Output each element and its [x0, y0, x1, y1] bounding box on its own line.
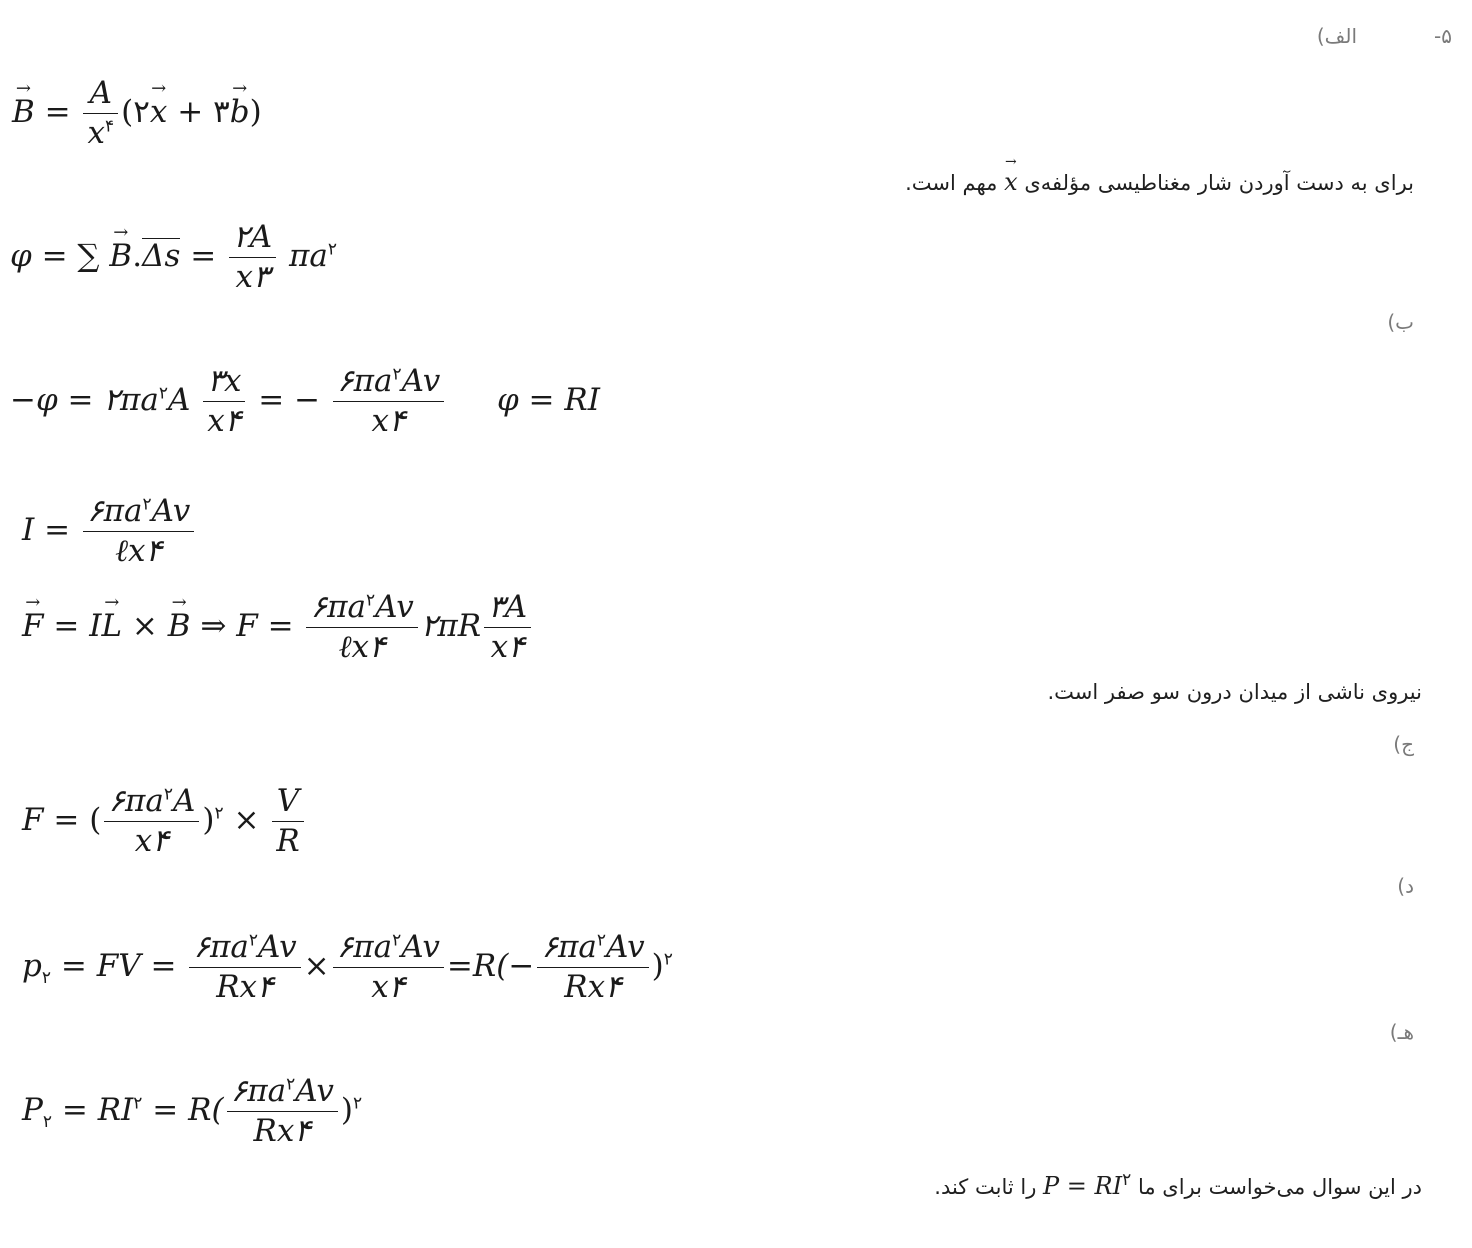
subscript: ۲ [42, 1111, 52, 1132]
current-symbol: I [22, 511, 35, 548]
equals-sign: = [44, 93, 71, 130]
numerator [537, 928, 648, 968]
exponent: ۲ [596, 930, 606, 951]
equation-current [22, 492, 197, 571]
fraction [484, 588, 531, 667]
numerator [227, 1072, 338, 1112]
denominator: Rx۴ [564, 968, 622, 1005]
equation-force [22, 588, 534, 667]
denominator: Rx۴ [253, 1112, 311, 1149]
power-symbol: P [22, 1091, 43, 1128]
equals-sign: = [41, 237, 68, 274]
b-vector: → B [12, 97, 35, 128]
conclusion-text [934, 1170, 1422, 1200]
power-symbol: p [22, 947, 42, 984]
numerator [333, 928, 444, 968]
term: ۲πa [103, 381, 159, 418]
flux-explanation [905, 168, 1414, 196]
exponent: ۲ [365, 590, 376, 611]
equation-emf [10, 362, 600, 441]
num-part: Av [401, 363, 441, 399]
numerator: A [83, 74, 118, 114]
exponent: ۲ [353, 1093, 363, 1114]
coefficient: ۲ [133, 93, 150, 130]
num-part: ۶πa [310, 589, 366, 625]
equation-power-electrical [22, 1072, 362, 1151]
fraction [229, 218, 276, 297]
num-part: Av [257, 929, 297, 965]
sum-symbol: ∑ [77, 237, 100, 274]
formula-text: P = RI [1043, 1172, 1123, 1200]
term: R(− [472, 947, 535, 984]
num-part: ۶πa [193, 929, 249, 965]
fraction [227, 1072, 338, 1151]
x-vector: → x [150, 97, 167, 128]
delta-s-vector: Δs [142, 237, 181, 274]
numerator [83, 492, 194, 532]
part-b-label: ب) [1387, 310, 1414, 334]
denominator: x۴ [371, 968, 406, 1005]
denominator: x۳ [235, 258, 270, 295]
equation-force-squared [22, 782, 307, 861]
num-part: Av [605, 929, 645, 965]
denominator: R [276, 822, 300, 859]
num-part: Av [401, 929, 440, 965]
equation-power-mechanical [22, 928, 673, 1007]
equals-sign: = [446, 947, 473, 984]
part-e-label: هـ) [1389, 1020, 1414, 1044]
numerator [333, 362, 444, 402]
exponent: ۲ [133, 1093, 143, 1114]
denominator: Rx۴ [216, 968, 274, 1005]
denominator [83, 114, 118, 153]
numerator: V [272, 782, 303, 822]
ohm-relation: φ = RI [497, 381, 600, 418]
exponent: ۲ [142, 494, 152, 515]
equals-sign: = [152, 1091, 179, 1128]
fraction [189, 928, 300, 1007]
coefficient: ۳ [213, 93, 230, 130]
equals-sign: = [67, 381, 94, 418]
part-d-label: د) [1397, 874, 1414, 898]
paren: ) [202, 801, 215, 838]
cross-product: × [131, 607, 158, 644]
paren: ) [651, 947, 664, 984]
num-part: Av [151, 493, 191, 529]
b-unit-vector: → b [230, 97, 250, 128]
term: ۲πR [420, 607, 482, 644]
denominator: x۴ [207, 402, 242, 439]
fraction [104, 782, 199, 861]
force-symbol: F [236, 607, 258, 644]
exponent: ۲ [663, 949, 673, 970]
exponent: ۲ [214, 803, 224, 824]
exponent: ۲ [392, 364, 402, 385]
paren: ( [89, 801, 102, 838]
denominator: ℓx۴ [115, 532, 163, 569]
f-vector: → F [22, 611, 44, 642]
denominator: x۴ [134, 822, 169, 859]
area-term: πa [288, 237, 328, 274]
fraction [272, 782, 303, 861]
exponent: ۲ [158, 383, 169, 404]
paren: ) [340, 1091, 353, 1128]
exponent: ۲ [392, 930, 402, 951]
neg-phi: −φ [10, 381, 58, 418]
term: RI [97, 1091, 134, 1128]
equals-sign: = [44, 511, 71, 548]
times-sign: × [303, 947, 330, 984]
num-part: ۶πa [86, 493, 143, 529]
numerator: ۳A [484, 588, 531, 628]
num-part: ۶πa [541, 929, 597, 965]
b-vector: → B [109, 241, 132, 272]
subscript: ۲ [41, 967, 51, 988]
part-c-label: ج) [1393, 732, 1414, 756]
exponent: ۲ [286, 1074, 296, 1095]
inline-formula [1043, 1172, 1131, 1200]
times-sign: × [233, 801, 260, 838]
term: R( [188, 1091, 224, 1128]
exponent: ۲ [1122, 1170, 1132, 1190]
plus-sign: + [177, 93, 204, 130]
num-part: ۶πa [336, 929, 393, 965]
part-a-label: الف) [1316, 24, 1357, 48]
term: FV [96, 947, 141, 984]
equals-sign: = [53, 607, 80, 644]
denominator: x۴ [371, 402, 406, 439]
exponent: ۴ [104, 116, 115, 137]
force-symbol: F [22, 801, 44, 838]
fraction [306, 588, 417, 667]
force-note: نیروی ناشی از میدان درون سو صفر است. [1047, 680, 1422, 704]
fraction [203, 362, 245, 441]
equals-sign: = [60, 947, 87, 984]
dot-operator: . [132, 237, 143, 274]
num-part: Av [295, 1073, 334, 1109]
current-symbol: I [89, 607, 102, 644]
numerator: ۳x [203, 362, 245, 402]
equation-b-field [12, 74, 262, 153]
numerator [104, 782, 199, 822]
num-part: ۶πa [336, 363, 393, 399]
fraction [83, 74, 118, 153]
equals-sign: = [190, 237, 217, 274]
phi-symbol: φ [10, 237, 32, 274]
equals-minus: = − [258, 381, 321, 418]
numerator [306, 588, 417, 628]
paren: ( [121, 93, 134, 130]
den-var: x [87, 114, 105, 151]
num-part: Av [375, 589, 414, 625]
implies-arrow: ⇒ [200, 607, 227, 644]
question-number: ۵- [1434, 24, 1452, 48]
equals-sign: = [61, 1091, 88, 1128]
text-segment: برای به دست آوردن شار مغناطیسی مؤلفه‌ی [1024, 171, 1414, 195]
term: A [168, 381, 191, 418]
equals-sign: = [53, 801, 80, 838]
numerator [189, 928, 300, 968]
denominator: ℓx۴ [338, 628, 386, 665]
exponent: ۲ [163, 784, 173, 805]
paren: ) [249, 93, 262, 130]
equals-sign: = [267, 607, 294, 644]
text-segment: را ثابت کند. [934, 1175, 1037, 1199]
fraction [537, 928, 648, 1007]
numerator: ۲A [229, 218, 276, 258]
exponent: ۲ [248, 930, 258, 951]
num-part: A [172, 783, 196, 819]
equation-flux [10, 218, 337, 297]
x-vector-inline: → x [1004, 168, 1018, 196]
num-part: ۶πa [230, 1073, 287, 1109]
fraction [333, 928, 444, 1007]
text-segment: مهم است. [905, 171, 998, 195]
exponent: ۲ [327, 239, 337, 260]
fraction [333, 362, 444, 441]
l-vector: → L [101, 611, 122, 642]
b-vector: → B [168, 611, 191, 642]
fraction [83, 492, 194, 571]
text-segment: در این سوال می‌خواست برای ما [1137, 1175, 1422, 1199]
equals-sign: = [150, 947, 177, 984]
num-part: ۶πa [108, 783, 164, 819]
denominator: x۴ [490, 628, 525, 665]
